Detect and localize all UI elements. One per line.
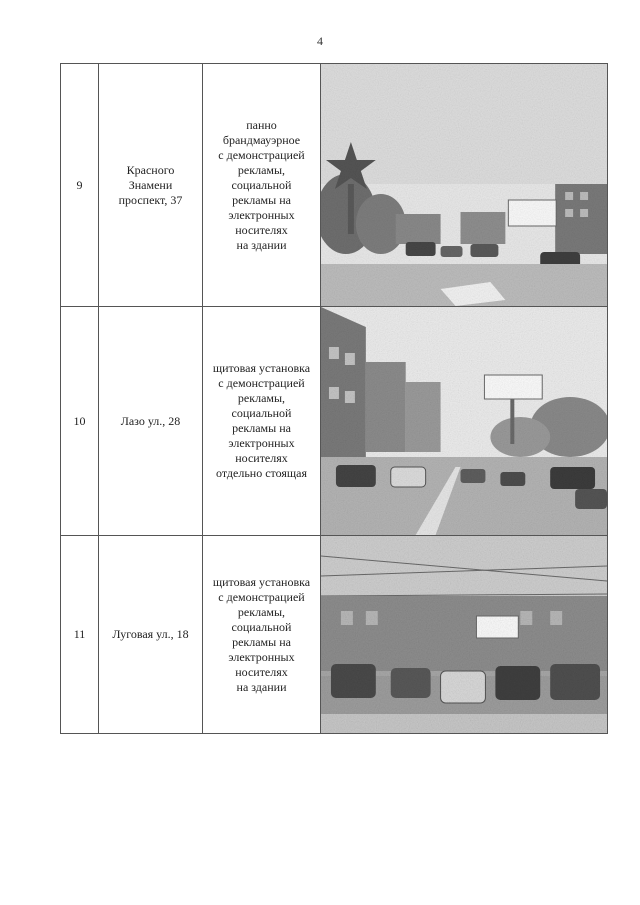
- address-cell: Луговая ул., 18: [99, 536, 203, 734]
- structure-type-cell: щитовая установка с демонстрацией рекламы, социальной рекламы на электронных носителях отдельно стоящая: [203, 307, 321, 536]
- advertising-structures-table: [60, 63, 608, 734]
- street-photo: [321, 307, 607, 535]
- photo-cell: [321, 536, 608, 734]
- row-number: 10: [61, 307, 99, 536]
- street-photo: [321, 64, 607, 306]
- structure-type-cell: щитовая установка с демонстрацией рекламы, социальной рекламы на электронных носителях на здании: [203, 536, 321, 734]
- address-cell: Лазо ул., 28: [99, 307, 203, 536]
- structure-type-cell: панно брандмауэрное с демонстрацией рекламы, социальной рекламы на электронных носителях на здании: [203, 64, 321, 307]
- photo-cell: [321, 307, 608, 536]
- street-photo: [321, 536, 607, 733]
- row-number: 11: [61, 536, 99, 734]
- table-row: [61, 64, 608, 307]
- page-number: 4: [317, 34, 323, 48]
- table-row: [61, 307, 608, 536]
- table-row: [61, 536, 608, 734]
- address-cell: Красного Знамени проспект, 37: [99, 64, 203, 307]
- photo-cell: [321, 64, 608, 307]
- row-number: 9: [61, 64, 99, 307]
